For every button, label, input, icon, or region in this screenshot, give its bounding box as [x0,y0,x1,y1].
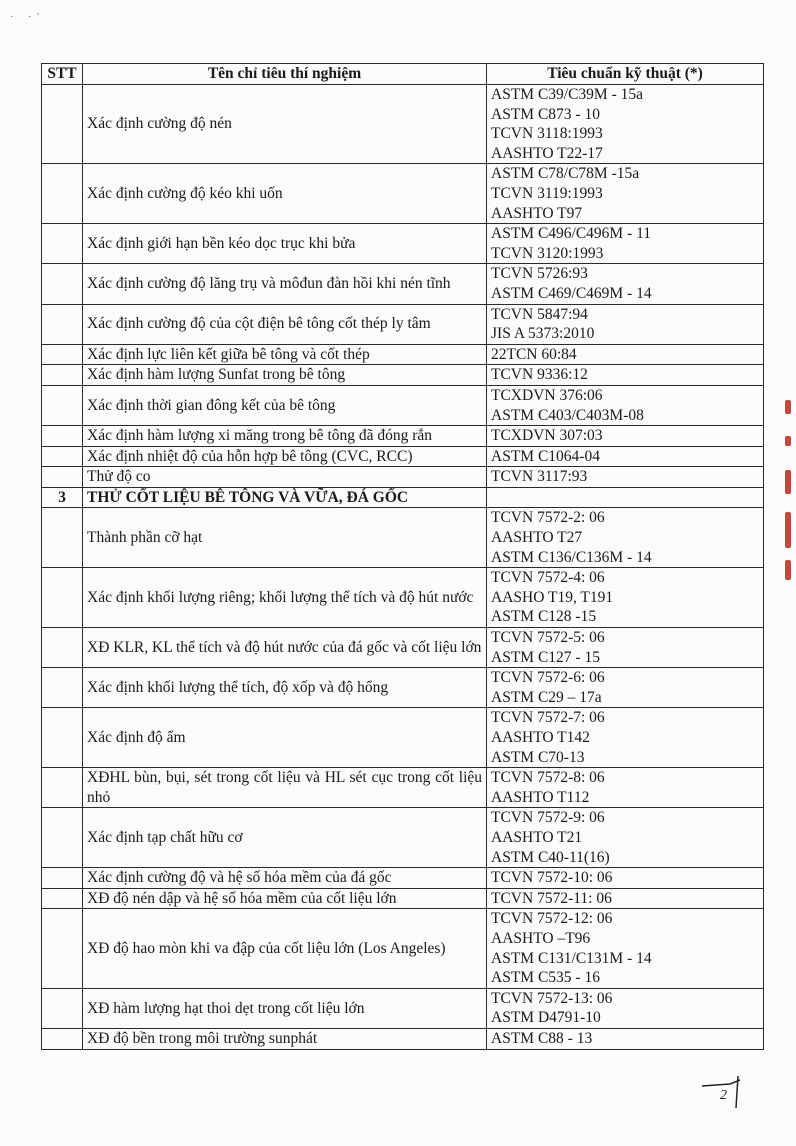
row-standards [487,304,764,344]
row-standards [487,344,764,365]
standard-code: ASTM C29 – 17a [491,688,602,706]
standard-code: JIS A 5373:2010 [491,325,595,343]
row-test-name: XĐ hàm lượng hạt thoi dẹt trong cốt liệu lớn [83,988,487,1028]
row-test-name: Xác định khối lượng riêng; khối lượng thể tích và độ hút nước [83,568,487,628]
row-test-name: XĐHL bùn, bụi, sét trong cốt liệu và HL sét cục trong cốt liệu nhỏ [83,768,487,808]
header-standard: Tiêu chuẩn kỹ thuật (*) [487,64,764,85]
standard-code: 22TCN 60:84 [491,345,577,363]
standard-code [491,488,759,508]
row-stt [42,768,83,808]
row-test-name: XĐ KLR, KL thể tích và độ hút nước của đá gốc và cốt liệu lớn [83,628,487,668]
standard-code: TCVN 3120:1993 [491,244,604,262]
standard-code: ASTM C127 - 15 [491,648,600,666]
standard-code: TCVN 7572-9: 06 [491,809,605,827]
table-row [42,467,764,488]
row-stt [42,888,83,909]
table-row [42,344,764,365]
standard-code: ASTM C40-11(16) [491,848,610,866]
standard-code: TCVN 9336:12 [491,366,588,384]
row-standards [487,365,764,386]
row-test-name: Xác định cường độ của cột điện bê tông cốt thép ly tâm [83,304,487,344]
row-stt [42,808,83,868]
table-row [42,304,764,344]
row-standards [487,668,764,708]
table-body [42,85,764,1050]
table-row [42,568,764,628]
row-standards [487,264,764,304]
standard-code: TCVN 7572-11: 06 [491,889,612,907]
row-standards [487,224,764,264]
row-test-name: Xác định độ ẩm [83,708,487,768]
row-stt [42,1028,83,1049]
table-row [42,85,764,164]
signature-mark [700,1072,760,1112]
standard-code: ASTM C128 -15 [491,608,597,626]
standard-code: AASHO T19, T191 [491,588,614,606]
row-standards [487,628,764,668]
standard-code: ASTM C469/C469M - 14 [491,284,652,302]
row-standards [487,909,764,988]
row-stt [42,426,83,447]
row-stt [42,508,83,568]
standard-code: TCVN 7572-2: 06 [491,509,605,527]
standard-code: ASTM C873 - 10 [491,105,600,123]
row-stt [42,568,83,628]
standard-code: AASHTO T27 [491,529,583,547]
row-standards [487,768,764,808]
standard-code: AASHTO T21 [491,828,583,846]
row-stt [42,304,83,344]
standard-code: AASHTO T112 [491,788,590,806]
header-stt: STT [42,64,83,85]
standard-code: TCXDVN 376:06 [491,386,603,404]
standard-code: ASTM C39/C39M - 15a [491,86,643,103]
standard-code: ASTM C535 - 16 [491,969,600,987]
row-stt [42,909,83,988]
standard-code: ASTM C1064-04 [491,447,600,465]
row-test-name: XĐ độ bền trong môi trường sunphát [83,1028,487,1049]
standard-code: ASTM C496/C496M - 11 [491,225,652,243]
page-number: 2 [720,1088,727,1103]
row-standards [487,988,764,1028]
row-standards [487,446,764,467]
row-stt [42,668,83,708]
row-standards [487,1028,764,1049]
standard-code: TCVN 7572-10: 06 [491,869,613,887]
table-row [42,628,764,668]
row-stt: 3 [42,487,83,508]
row-standards [487,808,764,868]
row-stt [42,628,83,668]
standard-code: TCVN 7572-5: 06 [491,629,605,647]
row-standards [487,164,764,224]
standard-code: TCVN 7572-7: 06 [491,709,605,727]
row-test-name: Xác định tạp chất hữu cơ [83,808,487,868]
standards-table [41,63,764,1050]
row-test-name: Thử độ co [83,467,487,488]
header-test-name: Tên chỉ tiêu thí nghiệm [83,64,487,85]
standard-code: ASTM C78/C78M -15a [491,165,640,183]
table-row [42,768,764,808]
table-row [42,264,764,304]
row-standards [487,568,764,628]
standard-code: TCVN 5847:94 [491,305,588,323]
row-stt [42,446,83,467]
standard-code: ASTM C88 - 13 [491,1029,593,1047]
table-row [42,385,764,425]
row-stt [42,164,83,224]
row-test-name: Xác định hàm lượng Sunfat trong bê tông [83,365,487,386]
table-row [42,708,764,768]
row-test-name: Xác định cường độ nén [83,85,487,164]
standard-code: ASTM C136/C136M - 14 [491,548,652,566]
row-test-name: XĐ độ nén dập và hệ số hóa mềm của cốt liệu lớn [83,888,487,909]
standard-code: TCVN 3119:1993 [491,184,603,202]
table-row [42,508,764,568]
table-header-row [42,64,764,85]
standard-code: TCVN 7572-6: 06 [491,669,605,687]
row-standards [487,888,764,909]
standard-code: TCVN 3118:1993 [491,125,603,143]
row-test-name: Xác định nhiệt độ của hỗn hợp bê tông (CVC, RCC) [83,446,487,467]
row-test-name: THỬ CỐT LIỆU BÊ TÔNG VÀ VỮA, ĐÁ GỐC [83,487,487,508]
row-test-name: Xác định cường độ lăng trụ và môđun đàn hồi khi nén tĩnh [83,264,487,304]
standard-code: TCVN 5726:93 [491,265,588,283]
row-stt [42,708,83,768]
standard-code: TCXDVN 307:03 [491,427,603,445]
table-row [42,988,764,1028]
standard-code: ASTM D4791-10 [491,1009,601,1027]
row-stt [42,385,83,425]
table-row [42,888,764,909]
row-stt [42,988,83,1028]
table-row [42,868,764,889]
row-standards [487,385,764,425]
row-test-name: Xác định lực liên kết giữa bê tông và cốt thép [83,344,487,365]
row-test-name: Xác định cường độ và hệ số hóa mềm của đá gốc [83,868,487,889]
row-stt [42,868,83,889]
standard-code: TCVN 3117:93 [491,468,588,486]
row-test-name: Xác định giới hạn bền kéo dọc trục khi bửa [83,224,487,264]
row-standards [487,708,764,768]
row-test-name: Xác định hàm lượng xi măng trong bê tông đã đóng rắn [83,426,487,447]
row-standards [487,508,764,568]
table-row [42,446,764,467]
table-row [42,909,764,988]
row-stt [42,467,83,488]
row-standards [487,487,764,508]
row-test-name: Xác định khối lượng thể tích, độ xốp và độ hổng [83,668,487,708]
standard-code: TCVN 7572-4: 06 [491,569,605,587]
row-standards [487,85,764,164]
row-test-name: Xác định cường độ kéo khi uốn [83,164,487,224]
row-test-name: XĐ độ hao mòn khi va đập của cốt liệu lớn (Los Angeles) [83,909,487,988]
table-section-row [42,487,764,508]
table-row [42,164,764,224]
table-row [42,426,764,447]
table-row [42,668,764,708]
row-standards [487,426,764,447]
row-stt [42,344,83,365]
table-row [42,808,764,868]
standard-code: AASHTO T142 [491,729,590,746]
scan-marks: · ·' [10,12,45,23]
row-stt [42,365,83,386]
standard-code: AASHTO T22-17 [491,144,603,162]
row-standards [487,868,764,889]
row-stt [42,85,83,164]
standard-code: ASTM C131/C131M - 14 [491,949,652,967]
standard-code: TCVN 7572-13: 06 [491,989,613,1007]
table-row [42,224,764,264]
red-stamp-edge [781,400,796,660]
row-standards [487,467,764,488]
standard-code: ASTM C403/C403M-08 [491,406,644,424]
standard-code: AASHTO T97 [491,204,583,222]
row-test-name: Xác định thời gian đông kết của bê tông [83,385,487,425]
table-row [42,1028,764,1049]
table-row [42,365,764,386]
row-test-name: Thành phần cỡ hạt [83,508,487,568]
standard-code: TCVN 7572-12: 06 [491,910,613,928]
row-stt [42,224,83,264]
standard-code: AASHTO –T96 [491,929,591,947]
standard-code: TCVN 7572-8: 06 [491,769,605,787]
standard-code: ASTM C70-13 [491,748,585,766]
row-stt [42,264,83,304]
